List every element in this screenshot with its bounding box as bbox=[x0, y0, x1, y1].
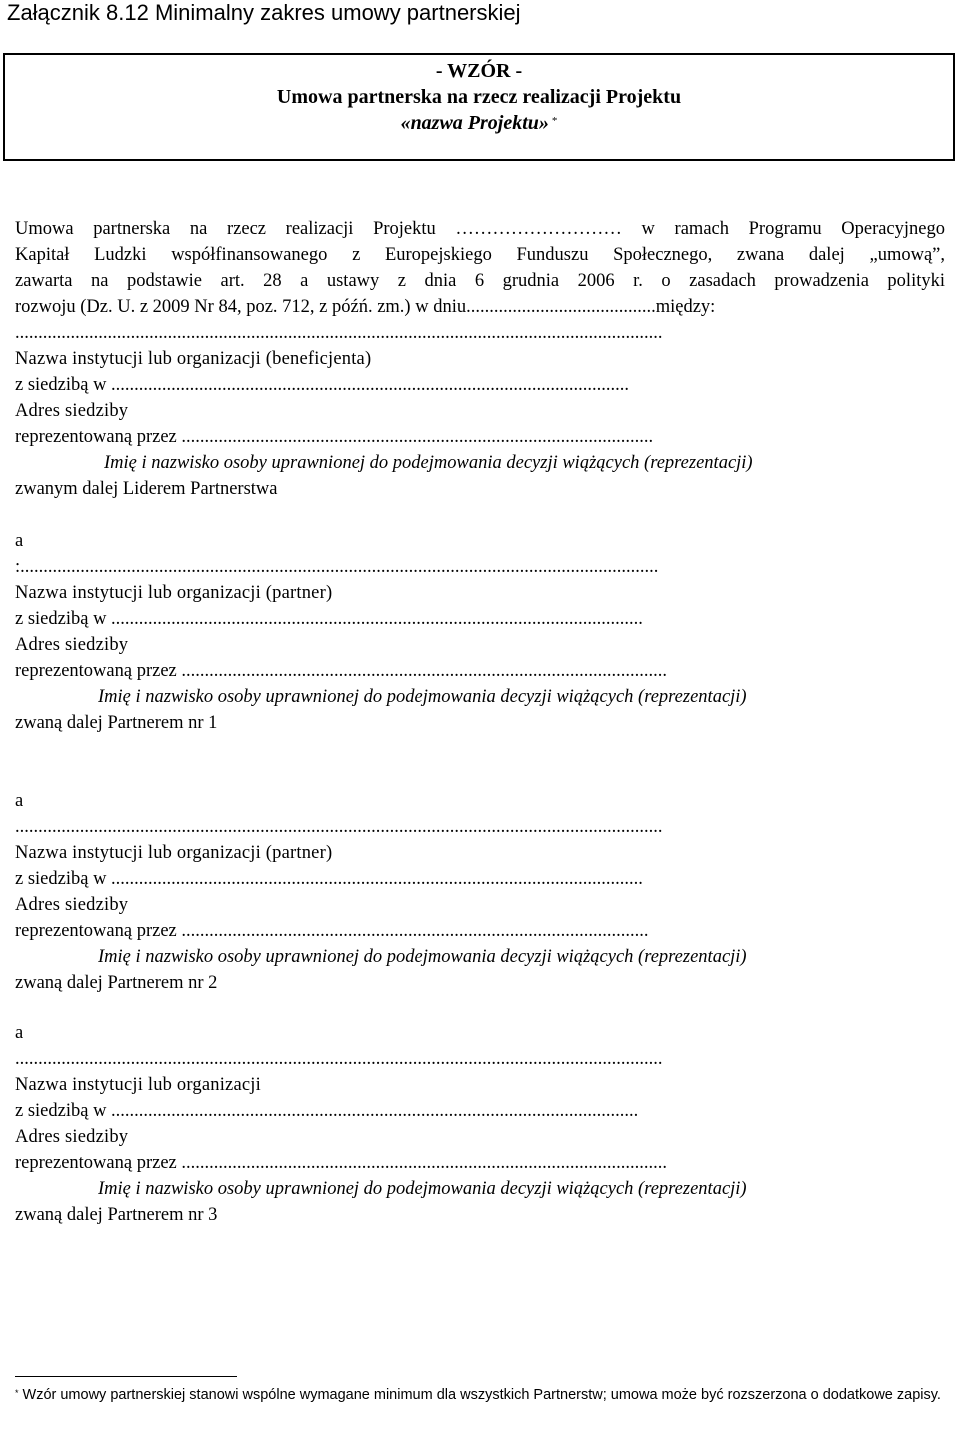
partner1-name-field[interactable]: :.......................................................................................................................................... bbox=[15, 557, 659, 577]
beneficiary-role: zwanym dalej Liderem Partnerstwa bbox=[15, 479, 278, 499]
partner1-role: zwaną dalej Partnerem nr 1 bbox=[15, 713, 218, 733]
beneficiary-rep-caption: Imię i nazwisko osoby uprawnionej do podejmowania decyzji wiążących (reprezentacji) bbox=[104, 453, 753, 473]
partner3-name-field[interactable]: ............................................................................................................................................ bbox=[15, 1049, 663, 1069]
partner2-seat-field[interactable]: z siedzibą w ................................................................................................................... bbox=[15, 869, 643, 889]
intro-line-3: zawarta na podstawie art. 28 a ustawy z dnia 6 grudnia 2006 r. o zasadach prowadzenia polityki bbox=[15, 271, 945, 291]
partner2-rep-caption: Imię i nazwisko osoby uprawnionej do podejmowania decyzji wiążących (reprezentacji) bbox=[98, 947, 747, 967]
partner1-address-caption: Adres siedziby bbox=[15, 635, 129, 655]
footnote-separator bbox=[15, 1376, 237, 1377]
project-name-line bbox=[5, 110, 953, 136]
intro-paragraph bbox=[15, 216, 945, 320]
beneficiary-name-caption: Nazwa instytucji lub organizacji (beneficjenta) bbox=[15, 349, 372, 369]
beneficiary-address-caption: Adres siedziby bbox=[15, 401, 129, 421]
partner1-seat-field[interactable]: z siedzibą w ................................................................................................................... bbox=[15, 609, 643, 629]
template-title-box bbox=[3, 53, 955, 161]
partner3-rep-field[interactable]: reprezentowaną przez ......................................................................................................... bbox=[15, 1153, 668, 1173]
partner2-name-caption: Nazwa instytucji lub organizacji (partner) bbox=[15, 843, 333, 863]
intro-line-1: Umowa partnerska na rzecz realizacji Projektu ……………………… w ramach Programu Operacyjnego bbox=[15, 219, 945, 239]
partner1-name-caption: Nazwa instytucji lub organizacji (partner) bbox=[15, 583, 333, 603]
partner3-seat-field[interactable]: z siedzibą w .................................................................................................................. bbox=[15, 1101, 639, 1121]
partner2-address-caption: Adres siedziby bbox=[15, 895, 129, 915]
partner1-conjunction: a bbox=[15, 531, 24, 551]
footnote bbox=[15, 1386, 950, 1405]
intro-line-2: Kapitał Ludzki współfinansowanego z Europejskiego Funduszu Społecznego, zwana dalej „umową”, bbox=[15, 245, 945, 265]
partner3-role: zwaną dalej Partnerem nr 3 bbox=[15, 1205, 218, 1225]
footnote-mark-bottom: * bbox=[15, 1388, 19, 1398]
partner3-name-caption: Nazwa instytucji lub organizacji bbox=[15, 1075, 261, 1095]
contract-title: Umowa partnerska na rzecz realizacji Projektu bbox=[276, 86, 682, 108]
partner1-rep-caption: Imię i nazwisko osoby uprawnionej do podejmowania decyzji wiążących (reprezentacji) bbox=[98, 687, 747, 707]
beneficiary-seat-field[interactable]: z siedzibą w ................................................................................................................ bbox=[15, 375, 630, 395]
beneficiary-rep-field[interactable]: reprezentowaną przez ...................................................................................................... bbox=[15, 427, 654, 447]
partner2-role: zwaną dalej Partnerem nr 2 bbox=[15, 973, 218, 993]
partner1-rep-field[interactable]: reprezentowaną przez ......................................................................................................... bbox=[15, 661, 668, 681]
partner3-conjunction: a bbox=[15, 1023, 24, 1043]
template-label: - WZÓR - bbox=[435, 60, 523, 82]
intro-line-4: rozwoju (Dz. U. z 2009 Nr 84, poz. 712, z późń. zm.) w dniu.........................................między: bbox=[15, 297, 716, 317]
project-name: «nazwa Projektu» bbox=[400, 112, 549, 134]
document-heading: Załącznik 8.12 Minimalny zakres umowy partnerskiej bbox=[7, 0, 521, 25]
partner2-conjunction: a bbox=[15, 791, 24, 811]
partner2-rep-field[interactable]: reprezentowaną przez ..................................................................................................... bbox=[15, 921, 649, 941]
footnote-text: Wzór umowy partnerskiej stanowi wspólne wymagane minimum dla wszystkich Partnerstw; umowa może być rozszerzona o dodatkowe zapisy. bbox=[22, 1387, 941, 1403]
beneficiary-name-field[interactable]: ............................................................................................................................................ bbox=[15, 323, 663, 343]
partner3-address-caption: Adres siedziby bbox=[15, 1127, 129, 1147]
footnote-mark: * bbox=[551, 115, 558, 127]
partner3-rep-caption: Imię i nazwisko osoby uprawnionej do podejmowania decyzji wiążących (reprezentacji) bbox=[98, 1179, 747, 1199]
partner2-name-field[interactable]: ............................................................................................................................................ bbox=[15, 817, 663, 837]
